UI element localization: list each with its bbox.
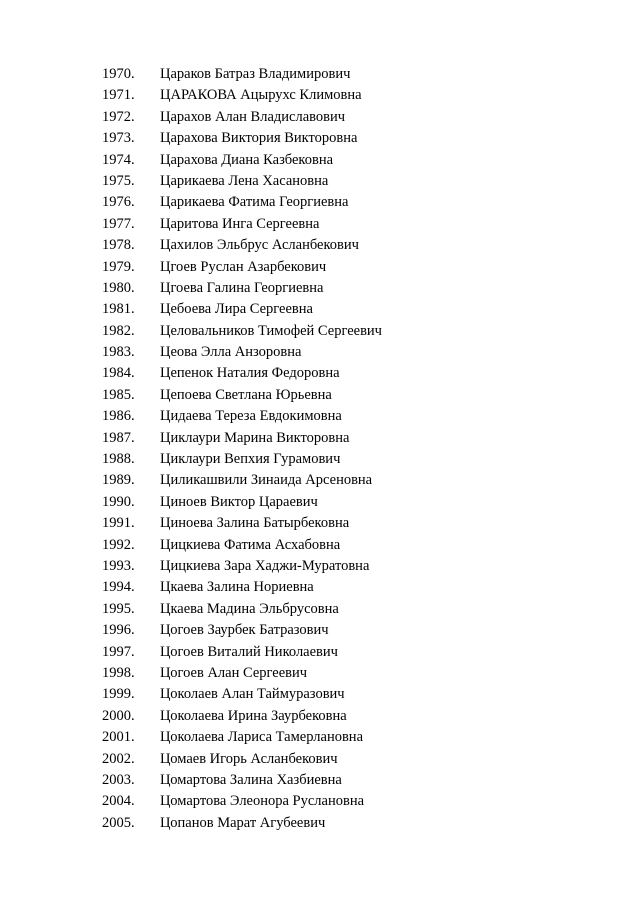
list-item: [0, 791, 640, 812]
list-item: [0, 513, 640, 534]
list-item: [0, 556, 640, 577]
entry-number: 1981.: [102, 301, 135, 318]
entry-name: Цгоев Руслан Азарбекович: [160, 258, 327, 275]
entry-number: 1973.: [102, 130, 135, 147]
entry-name: Цидаева Тереза Евдокимовна: [160, 408, 342, 425]
list-item: [0, 107, 640, 128]
list-item: [0, 299, 640, 320]
entry-name: Цепенок Наталия Федоровна: [160, 365, 340, 382]
entry-name: Цебоева Лира Сергеевна: [160, 301, 313, 318]
entry-name: Циклаури Вепхия Гурамович: [160, 451, 341, 468]
entry-number: 1975.: [102, 172, 135, 189]
entry-name: Царахов Алан Владиславович: [160, 108, 346, 125]
entry-name: Цоколаева Лариса Тамерлановна: [160, 729, 363, 746]
list-item: [0, 214, 640, 235]
entry-name: Цкаева Мадина Эльбрусовна: [160, 600, 339, 617]
entry-name: Цепоева Светлана Юрьевна: [160, 386, 332, 403]
entry-name: Цогоев Виталий Николаевич: [160, 643, 338, 660]
entry-number: 1998.: [102, 664, 135, 681]
entry-name: Цицкиева Зара Хаджи-Муратовна: [160, 557, 370, 574]
list-item: [0, 706, 640, 727]
entry-number: 1980.: [102, 279, 135, 296]
entry-name: Цицкиева Фатима Асхабовна: [160, 536, 341, 553]
name-list: [0, 64, 640, 834]
list-item: [0, 342, 640, 363]
list-item: [0, 406, 640, 427]
entry-number: 1979.: [102, 258, 135, 275]
list-item: [0, 128, 640, 149]
entry-name: Циноева Залина Батырбековна: [160, 515, 350, 532]
list-item: [0, 770, 640, 791]
list-item: [0, 599, 640, 620]
list-item: [0, 535, 640, 556]
list-item: [0, 684, 640, 705]
list-item: [0, 64, 640, 85]
entry-number: 1970.: [102, 66, 135, 82]
entry-name: Царахова Диана Казбековна: [160, 151, 334, 168]
entry-number: 1977.: [102, 215, 135, 232]
entry-number: 1984.: [102, 365, 135, 382]
list-item: [0, 470, 640, 491]
entry-name: Цахилов Эльбрус Асланбекович: [160, 237, 359, 254]
entry-number: 1997.: [102, 643, 135, 660]
entry-name: Царитова Инга Сергеевна: [160, 215, 320, 232]
entry-number: 1999.: [102, 686, 135, 703]
entry-name: Цгоева Галина Георгиевна: [160, 279, 324, 296]
entry-number: 2000.: [102, 707, 135, 724]
entry-number: 1971.: [102, 87, 135, 104]
entry-number: 1974.: [102, 151, 135, 168]
entry-name: Цараков Батраз Владимирович: [160, 66, 351, 82]
entry-name: ЦАРАКОВА Ацырухс Климовна: [160, 87, 362, 104]
entry-number: 1988.: [102, 451, 135, 468]
list-item: [0, 385, 640, 406]
entry-number: 1986.: [102, 408, 135, 425]
entry-name: Цеова Элла Анзоровна: [160, 344, 302, 361]
entry-number: 1995.: [102, 600, 135, 617]
list-item: [0, 363, 640, 384]
entry-number: 2004.: [102, 793, 135, 810]
entry-number: 2005.: [102, 814, 135, 831]
list-item: [0, 663, 640, 684]
list-item: [0, 428, 640, 449]
entry-number: 1985.: [102, 386, 135, 403]
entry-number: 1972.: [102, 108, 135, 125]
entry-name: Цоколаев Алан Таймуразович: [160, 686, 345, 703]
entry-name: Царикаева Лена Хасановна: [160, 172, 329, 189]
entry-name: Циноев Виктор Цараевич: [160, 493, 318, 510]
entry-name: Цогоев Заурбек Батразович: [160, 622, 329, 639]
entry-number: 1989.: [102, 472, 135, 489]
list-item: [0, 642, 640, 663]
entry-number: 1994.: [102, 579, 135, 596]
entry-name: Цкаева Залина Нориевна: [160, 579, 314, 596]
entry-number: 2001.: [102, 729, 135, 746]
list-item: [0, 449, 640, 470]
entry-number: 2002.: [102, 750, 135, 767]
entry-name: Цопанов Марат Агубеевич: [160, 814, 326, 831]
entry-name: Целовальников Тимофей Сергеевич: [160, 322, 382, 339]
entry-number: 1982.: [102, 322, 135, 339]
entry-number: 1996.: [102, 622, 135, 639]
list-item: [0, 727, 640, 748]
entry-number: 1993.: [102, 557, 135, 574]
entry-number: 1991.: [102, 515, 135, 532]
list-item: [0, 192, 640, 213]
entry-name: Цомаев Игорь Асланбекович: [160, 750, 338, 767]
entry-number: 1976.: [102, 194, 135, 211]
list-item: [0, 257, 640, 278]
entry-name: Циликашвили Зинаида Арсеновна: [160, 472, 373, 489]
entry-name: Циклаури Марина Викторовна: [160, 429, 350, 446]
entry-name: Царикаева Фатима Георгиевна: [160, 194, 349, 211]
list-item: [0, 577, 640, 598]
list-item: [0, 235, 640, 256]
entry-name: Цомартова Элеонора Руслановна: [160, 793, 365, 810]
list-item: [0, 278, 640, 299]
entry-number: 1987.: [102, 429, 135, 446]
entry-number: 1992.: [102, 536, 135, 553]
entry-number: 1983.: [102, 344, 135, 361]
list-item: [0, 321, 640, 342]
list-item: [0, 620, 640, 641]
entry-number: 2003.: [102, 771, 135, 788]
list-item: [0, 813, 640, 834]
entry-name: Цомартова Залина Хазбиевна: [160, 771, 342, 788]
entry-name: Царахова Виктория Викторовна: [160, 130, 358, 147]
list-item: [0, 171, 640, 192]
entry-number: 1978.: [102, 237, 135, 254]
list-item: [0, 150, 640, 171]
list-item: [0, 85, 640, 106]
entry-name: Цоколаева Ирина Заурбековна: [160, 707, 347, 724]
list-item: [0, 749, 640, 770]
list-item: [0, 492, 640, 513]
entry-name: Цогоев Алан Сергеевич: [160, 664, 308, 681]
entry-number: 1990.: [102, 493, 135, 510]
